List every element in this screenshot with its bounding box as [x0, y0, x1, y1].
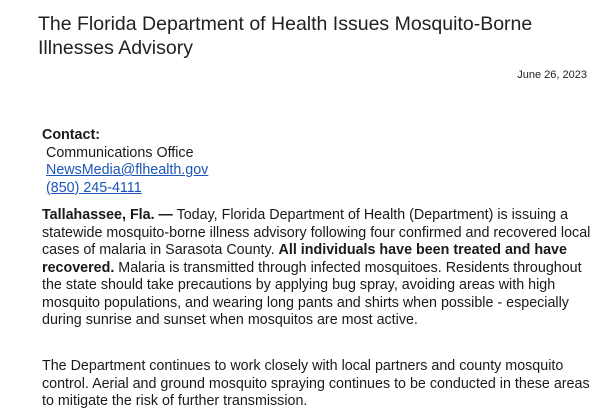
- paragraph-1-text-b: Malaria is transmitted through infected mosquitoes. Residents throughout the state should take precautions by applying bug spray, avoiding areas with high mosquito populations, and wearing long pants and shirts when possible - especially during sunrise and sunset when mosquitos are most active.: [42, 259, 582, 328]
- contact-office: Communications Office: [46, 144, 194, 161]
- page-title: The Florida Department of Health Issues Mosquito-Borne Illnesses Advisory: [38, 13, 533, 59]
- body-paragraph-1: [42, 207, 594, 330]
- dateline: Tallahassee, Fla. —: [42, 207, 173, 223]
- body-paragraph-2: The Department continues to work closely with local partners and county mosquito control. Aerial and ground mosquito spraying continues to be conducted in these areas to mitigate the risk of further transmission.: [42, 358, 590, 409]
- publish-date: June 26, 2023: [517, 69, 587, 81]
- paragraph-1-text-a: Today, Florida Department of Health (Department) is issuing a statewide mosquito-borne illness advisory following four confirmed and recovered local cases of malaria in Sarasota County.: [42, 207, 591, 258]
- contact-block: [42, 127, 208, 197]
- contact-heading: Contact:: [42, 127, 100, 143]
- paragraph-1-emphasis: All individuals have been treated and have recovered.: [42, 242, 567, 276]
- contact-email-link[interactable]: NewsMedia@flhealth.gov: [46, 162, 209, 178]
- contact-phone-link[interactable]: (850) 245-4111: [46, 179, 142, 196]
